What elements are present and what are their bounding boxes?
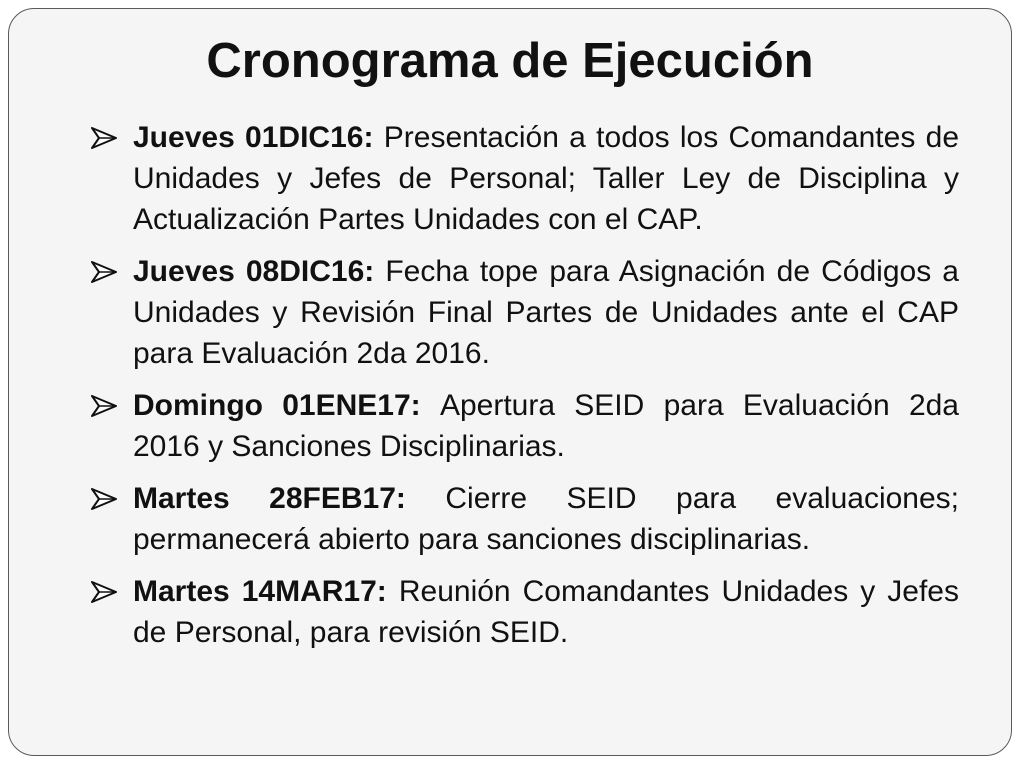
schedule-date: Domingo 01ENE17:: [133, 389, 440, 422]
slide-title: Cronograma de Ejecución: [206, 34, 814, 88]
arrow-bullet-icon: [91, 488, 117, 510]
schedule-item: [91, 571, 959, 653]
arrow-bullet-icon: [91, 581, 117, 603]
slide-frame: [8, 8, 1012, 756]
schedule-date: Jueves 08DIC16:: [133, 255, 386, 288]
schedule-text: Apertura SEID para Evaluación 2da 2016 y Sanciones Disciplinarias.: [133, 389, 959, 463]
arrow-bullet-icon: [91, 261, 117, 283]
schedule-text: Reunión Comandantes Unidades y Jefes de Personal, para revisión SEID.: [133, 575, 959, 649]
schedule-item: [91, 117, 959, 240]
schedule-text: Fecha tope para Asignación de Códigos a Unidades y Revisión Final Partes de Unidades ante el CAP para Evaluación 2da 2016.: [133, 255, 959, 370]
arrow-bullet-icon: [91, 127, 117, 149]
schedule-text: Presentación a todos los Comandantes de Unidades y Jefes de Personal; Taller Ley de Disciplina y Actualización Partes Unidades con el CAP.: [133, 121, 959, 236]
arrow-bullet-icon: [91, 395, 117, 417]
schedule-text: Cierre SEID para evaluaciones; permanecerá abierto para sanciones disciplinarias.: [133, 482, 959, 556]
schedule-date: Martes 14MAR17:: [133, 575, 399, 608]
schedule-list: [91, 117, 959, 664]
schedule-date: Jueves 01DIC16:: [133, 121, 384, 154]
schedule-item: [91, 251, 959, 374]
schedule-date: Martes 28FEB17:: [133, 482, 446, 515]
schedule-item: [91, 478, 959, 560]
schedule-item: [91, 385, 959, 467]
